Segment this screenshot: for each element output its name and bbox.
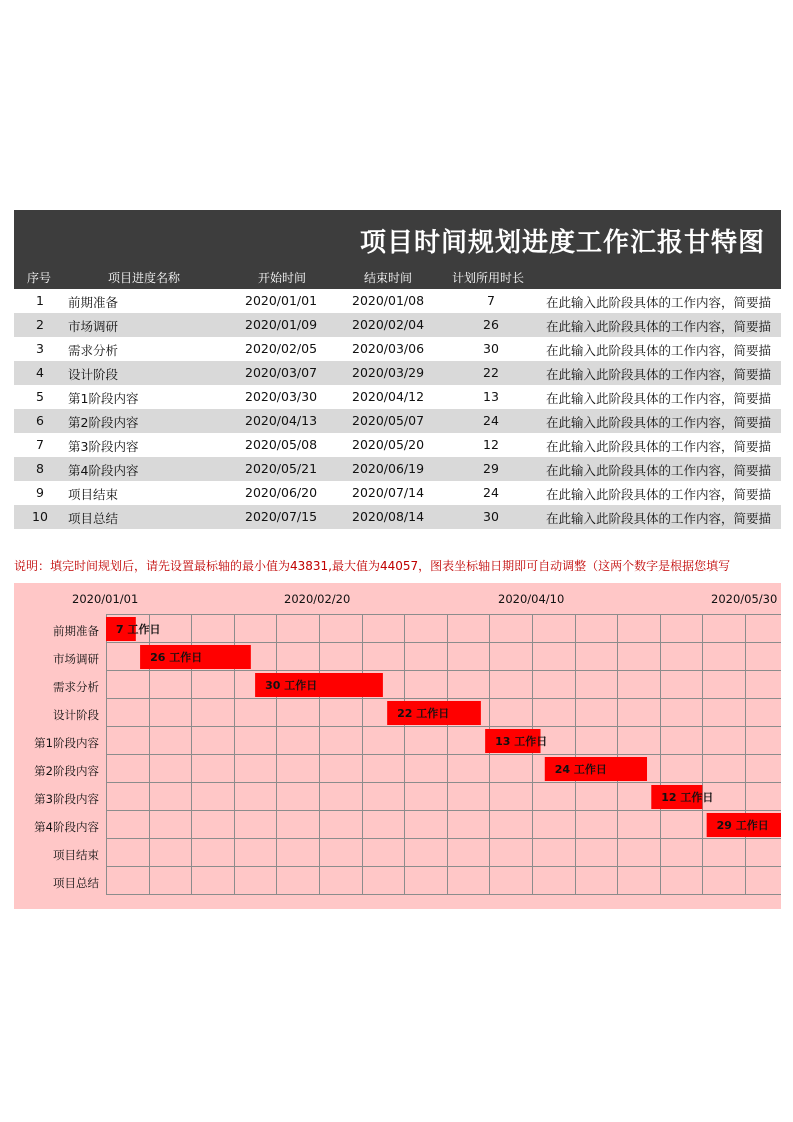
- row-start: 2020/05/08: [245, 437, 318, 452]
- x-tick-label: 2020/02/20: [284, 592, 351, 606]
- table-header: [14, 210, 781, 289]
- row-name: 设计阶段: [68, 367, 119, 382]
- row-index: 8: [36, 461, 44, 476]
- table-row: [14, 409, 781, 433]
- row-desc: 在此输入此阶段具体的工作内容，简要描: [546, 319, 772, 334]
- row-start: 2020/01/09: [245, 317, 318, 332]
- y-category-label: 第1阶段内容: [34, 736, 99, 750]
- y-category-label: 第3阶段内容: [34, 792, 99, 806]
- gantt-bar-label: 13 工作日: [495, 735, 548, 748]
- col-header-duration: 计划所用时长: [452, 271, 525, 285]
- row-end: 2020/04/12: [352, 389, 425, 404]
- y-category-label: 需求分析: [53, 680, 99, 694]
- row-desc: 在此输入此阶段具体的工作内容，简要描: [546, 439, 772, 454]
- row-desc: 在此输入此阶段具体的工作内容，简要描: [546, 295, 772, 310]
- row-end: 2020/05/07: [352, 413, 425, 428]
- row-duration: 26: [483, 317, 499, 332]
- row-duration: 22: [483, 365, 499, 380]
- row-end: 2020/07/14: [352, 485, 425, 500]
- page-title: 项目时间规划进度工作汇报甘特图: [360, 228, 766, 258]
- row-duration: 24: [483, 485, 499, 500]
- gantt-bar-label: 24 工作日: [554, 763, 607, 776]
- row-duration: 24: [483, 413, 499, 428]
- row-name: 项目结束: [68, 487, 119, 502]
- row-index: 3: [36, 341, 44, 356]
- x-tick-label: 2020/01/01: [72, 592, 139, 606]
- row-name: 前期准备: [68, 295, 119, 310]
- gantt-chart: [14, 583, 781, 909]
- y-category-label: 第4阶段内容: [34, 820, 99, 834]
- row-end: 2020/08/14: [352, 509, 425, 524]
- row-name: 第3阶段内容: [68, 439, 139, 454]
- y-category-label: 市场调研: [53, 652, 99, 666]
- instruction-note: 说明：填完时间规划后，请先设置最标轴的最小值为43831,最大值为44057，图表坐标轴日期即可自动调整（这两个数字是根据您填写: [14, 559, 731, 573]
- row-end: 2020/03/29: [352, 365, 425, 380]
- col-header-start: 开始时间: [258, 271, 307, 285]
- row-index: 4: [36, 365, 44, 380]
- row-end: 2020/02/04: [352, 317, 425, 332]
- row-index: 9: [36, 485, 44, 500]
- table-row: [14, 361, 781, 385]
- row-name: 市场调研: [68, 319, 119, 334]
- row-desc: 在此输入此阶段具体的工作内容，简要描: [546, 487, 772, 502]
- row-start: 2020/06/20: [245, 485, 318, 500]
- row-start: 2020/01/01: [245, 293, 318, 308]
- gantt-bar-label: 26 工作日: [150, 651, 203, 664]
- table-row: [14, 481, 781, 505]
- col-header-end: 结束时间: [364, 271, 413, 285]
- row-index: 5: [36, 389, 44, 404]
- gantt-bar-label: 30 工作日: [265, 679, 318, 692]
- row-index: 6: [36, 413, 44, 428]
- table-row: [14, 505, 781, 529]
- gantt-bar-label: 29 工作日: [716, 819, 769, 832]
- row-desc: 在此输入此阶段具体的工作内容，简要描: [546, 415, 772, 430]
- row-name: 第2阶段内容: [68, 415, 139, 430]
- row-duration: 30: [483, 341, 499, 356]
- x-tick-label: 2020/05/30: [711, 592, 778, 606]
- x-tick-label: 2020/04/10: [498, 592, 565, 606]
- row-duration: 7: [487, 293, 495, 308]
- row-desc: 在此输入此阶段具体的工作内容，简要描: [546, 367, 772, 382]
- table-row: [14, 337, 781, 361]
- col-header-index: 序号: [27, 271, 52, 285]
- table-row: [14, 385, 781, 409]
- row-start: 2020/03/07: [245, 365, 318, 380]
- row-desc: 在此输入此阶段具体的工作内容，简要描: [546, 343, 772, 358]
- row-duration: 29: [483, 461, 499, 476]
- row-index: 7: [36, 437, 44, 452]
- table-row: [14, 433, 781, 457]
- row-index: 1: [36, 293, 44, 308]
- row-name: 第4阶段内容: [68, 463, 139, 478]
- row-start: 2020/05/21: [245, 461, 318, 476]
- row-duration: 30: [483, 509, 499, 524]
- y-category-label: 项目结束: [53, 848, 99, 862]
- row-start: 2020/03/30: [245, 389, 318, 404]
- row-duration: 12: [483, 437, 499, 452]
- row-name: 第1阶段内容: [68, 391, 139, 406]
- row-start: 2020/04/13: [245, 413, 318, 428]
- row-name: 需求分析: [68, 343, 119, 358]
- document-sheet: [14, 210, 781, 910]
- gantt-bar-label: 22 工作日: [397, 707, 450, 720]
- row-index: 2: [36, 317, 44, 332]
- gantt-bar-label: 12 工作日: [661, 791, 714, 804]
- table-row: [14, 289, 781, 313]
- gantt-bar-label: 7 工作日: [116, 623, 161, 636]
- y-category-label: 前期准备: [53, 624, 99, 638]
- row-name: 项目总结: [68, 511, 119, 526]
- table-row: [14, 313, 781, 337]
- table-row: [14, 457, 781, 481]
- row-start: 2020/02/05: [245, 341, 318, 356]
- row-desc: 在此输入此阶段具体的工作内容，简要描: [546, 463, 772, 478]
- row-start: 2020/07/15: [245, 509, 318, 524]
- row-end: 2020/05/20: [352, 437, 425, 452]
- y-category-label: 项目总结: [53, 876, 99, 890]
- row-desc: 在此输入此阶段具体的工作内容，简要描: [546, 511, 772, 526]
- row-duration: 13: [483, 389, 499, 404]
- row-end: 2020/06/19: [352, 461, 425, 476]
- row-index: 10: [32, 509, 48, 524]
- row-end: 2020/03/06: [352, 341, 425, 356]
- row-desc: 在此输入此阶段具体的工作内容，简要描: [546, 391, 772, 406]
- gantt-plot: [14, 583, 781, 909]
- row-end: 2020/01/08: [352, 293, 425, 308]
- col-header-name: 项目进度名称: [108, 271, 181, 285]
- y-category-label: 设计阶段: [53, 708, 99, 722]
- y-category-label: 第2阶段内容: [34, 764, 99, 778]
